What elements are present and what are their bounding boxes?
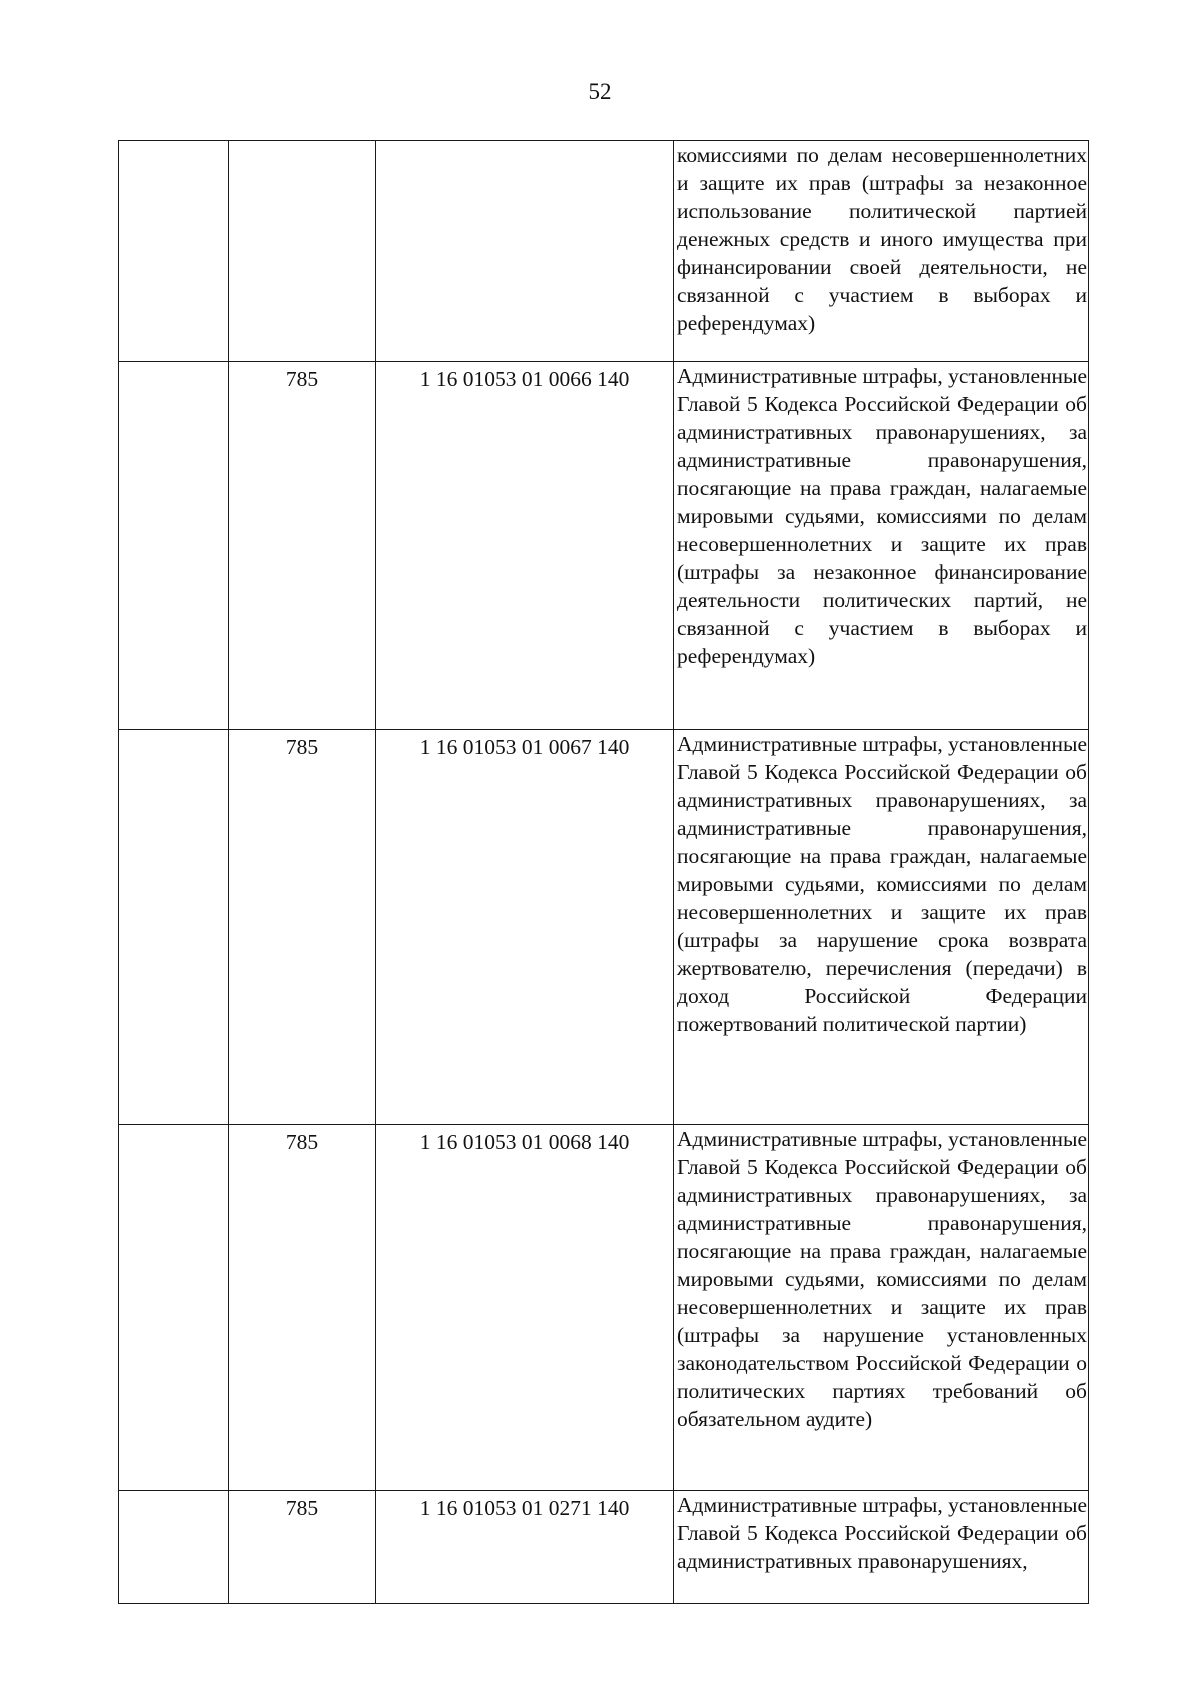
kbk-code-cell: 1 16 01053 01 0068 140 — [376, 1125, 674, 1491]
description-cell: Административные штрафы, установленные Главой 5 Кодекса Российской Федерации об административных правонарушениях, за административные правонарушения, посягающие на права граждан, налагаемые мировыми судьями, комиссиями по делам несовершеннолетних и защите их прав (штрафы за нарушение установленных законодательством Российской Федерации о политических партиях требований об обязательном аудите) — [674, 1125, 1089, 1491]
table-row — [119, 730, 1089, 1125]
kbk-code-cell: 1 16 01053 01 0066 140 — [376, 362, 674, 730]
budget-classification-table — [118, 140, 1089, 1604]
empty-cell — [119, 141, 229, 362]
empty-cell — [119, 1125, 229, 1491]
empty-cell — [119, 730, 229, 1125]
empty-cell — [119, 1491, 229, 1604]
table-row — [119, 1491, 1089, 1604]
kbk-code-cell: 1 16 01053 01 0271 140 — [376, 1491, 674, 1604]
empty-cell — [119, 362, 229, 730]
description-cell: Административные штрафы, установленные Главой 5 Кодекса Российской Федерации об административных правонарушениях, за административные правонарушения, посягающие на права граждан, налагаемые мировыми судьями, комиссиями по делам несовершеннолетних и защите их прав (штрафы за нарушение срока возврата жертвователю, перечисления (передачи) в доход Российской Федерации пожертвований политической партии) — [674, 730, 1089, 1125]
table-row — [119, 362, 1089, 730]
page-number: 52 — [588, 79, 612, 104]
kbk-code-cell: 1 16 01053 01 0067 140 — [376, 730, 674, 1125]
kbk-code-cell — [376, 141, 674, 362]
description-cell: Административные штрафы, установленные Главой 5 Кодекса Российской Федерации об административных правонарушениях, за административные правонарушения, посягающие на права граждан, налагаемые мировыми судьями, комиссиями по делам несовершеннолетних и защите их прав (штрафы за незаконное финансирование деятельности политических партий, не связанной с участием в выборах и референдумах) — [674, 362, 1089, 730]
admin-code-cell: 785 — [229, 1491, 376, 1604]
table-row — [119, 1125, 1089, 1491]
admin-code-cell: 785 — [229, 362, 376, 730]
description-cell: комиссиями по делам несовершеннолетних и защите их прав (штрафы за незаконное использование политической партией денежных средств и иного имущества при финансировании своей деятельности, не связанной с участием в выборах и референдумах) — [674, 141, 1089, 362]
admin-code-cell — [229, 141, 376, 362]
admin-code-cell: 785 — [229, 730, 376, 1125]
admin-code-cell: 785 — [229, 1125, 376, 1491]
table-row — [119, 141, 1089, 362]
description-cell: Административные штрафы, установленные Главой 5 Кодекса Российской Федерации об административных правонарушениях, — [674, 1491, 1089, 1604]
